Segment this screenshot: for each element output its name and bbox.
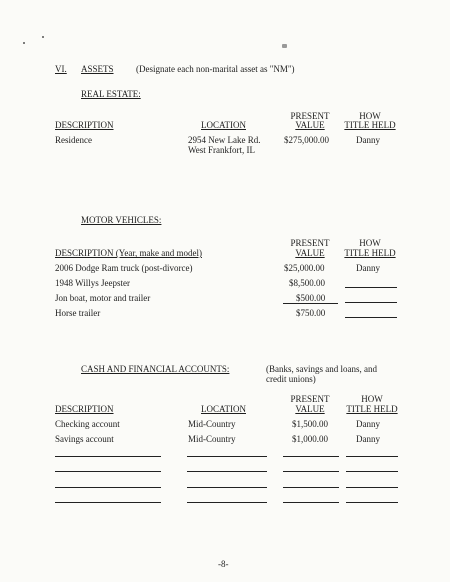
blank-description-line bbox=[55, 487, 161, 488]
cash-accounts-heading: CASH AND FINANCIAL ACCOUNTS: bbox=[81, 364, 230, 374]
vehicle-row-value: $500.00 bbox=[296, 293, 326, 303]
blank-value-line bbox=[283, 471, 339, 472]
real-estate-col-title-held: TITLE HELD bbox=[344, 120, 396, 130]
scan-speck bbox=[282, 44, 287, 48]
blank-title-line bbox=[346, 456, 398, 457]
vehicle-row-description: 2006 Dodge Ram truck (post-divorce) bbox=[55, 263, 193, 273]
cash-row-description: Checking account bbox=[55, 419, 120, 429]
blank-location-line bbox=[187, 456, 267, 457]
cash-col-present: PRESENT bbox=[290, 394, 330, 404]
real-estate-row-location-line1: 2954 New Lake Rd. bbox=[188, 135, 261, 145]
vehicle-row-value: $25,000.00 bbox=[284, 263, 325, 273]
vehicle-row-title-blank bbox=[345, 317, 397, 318]
blank-title-line bbox=[346, 471, 398, 472]
cash-col-title-held: TITLE HELD bbox=[346, 404, 398, 414]
vehicle-row-description: Horse trailer bbox=[55, 308, 101, 318]
motor-vehicles-col-how: HOW bbox=[359, 238, 381, 248]
motor-vehicles-col-present: PRESENT bbox=[290, 238, 330, 248]
blank-description-line bbox=[55, 502, 161, 503]
section-number: VI. bbox=[55, 64, 67, 74]
blank-description-line bbox=[55, 456, 161, 457]
real-estate-heading: REAL ESTATE: bbox=[81, 89, 141, 99]
blank-value-line bbox=[283, 502, 339, 503]
real-estate-col-description: DESCRIPTION bbox=[55, 120, 114, 130]
cash-col-how: HOW bbox=[361, 394, 383, 404]
vehicle-row-title-blank bbox=[345, 287, 397, 288]
blank-value-line bbox=[283, 487, 339, 488]
section-title: ASSETS bbox=[81, 64, 114, 74]
cash-row-location: Mid-Country bbox=[188, 419, 236, 429]
blank-location-line bbox=[187, 502, 267, 503]
blank-value-line bbox=[283, 456, 339, 457]
blank-location-line bbox=[187, 471, 267, 472]
real-estate-row-value: $275,000.00 bbox=[284, 135, 329, 145]
section-note: (Designate each non-marital asset as "NM") bbox=[136, 64, 295, 74]
motor-vehicles-heading: MOTOR VEHICLES: bbox=[81, 215, 162, 225]
real-estate-col-present: PRESENT bbox=[290, 111, 330, 121]
real-estate-row-description: Residence bbox=[55, 135, 92, 145]
cash-row-description: Savings account bbox=[55, 434, 114, 444]
cash-row-value: $1,500.00 bbox=[292, 419, 328, 429]
vehicle-row-value-blank bbox=[283, 303, 338, 304]
real-estate-col-how: HOW bbox=[359, 111, 381, 121]
vehicle-row-title-blank bbox=[345, 302, 397, 303]
cash-row-location: Mid-Country bbox=[188, 434, 236, 444]
vehicle-row-value: $8,500.00 bbox=[289, 278, 325, 288]
cash-col-location: LOCATION bbox=[201, 404, 246, 414]
motor-vehicles-col-value: VALUE bbox=[295, 248, 325, 258]
vehicle-row-title-held: Danny bbox=[356, 263, 380, 273]
cash-row-title-held: Danny bbox=[356, 419, 380, 429]
vehicle-row-description: 1948 Willys Jeepster bbox=[55, 278, 130, 288]
cash-col-value: VALUE bbox=[295, 404, 325, 414]
cash-accounts-note-line2: credit unions) bbox=[266, 374, 316, 384]
real-estate-row-location-line2: West Frankfort, IL bbox=[188, 145, 256, 155]
page-number: -8- bbox=[218, 559, 229, 569]
motor-vehicles-col-title-held: TITLE HELD bbox=[344, 248, 396, 258]
real-estate-col-value: VALUE bbox=[295, 120, 325, 130]
blank-title-line bbox=[346, 487, 398, 488]
motor-vehicles-col-description: DESCRIPTION (Year, make and model) bbox=[55, 248, 202, 258]
real-estate-col-location: LOCATION bbox=[201, 120, 246, 130]
cash-accounts-note-line1: (Banks, savings and loans, and bbox=[266, 364, 377, 374]
cash-col-description: DESCRIPTION bbox=[55, 404, 114, 414]
vehicle-row-value: $750.00 bbox=[296, 308, 326, 318]
blank-description-line bbox=[55, 471, 161, 472]
cash-row-title-held: Danny bbox=[356, 434, 380, 444]
blank-location-line bbox=[187, 487, 267, 488]
blank-title-line bbox=[346, 502, 398, 503]
real-estate-row-title-held: Danny bbox=[356, 135, 380, 145]
vehicle-row-description: Jon boat, motor and trailer bbox=[55, 293, 151, 303]
scan-speck bbox=[42, 36, 44, 38]
scan-speck bbox=[23, 42, 25, 44]
cash-row-value: $1,000.00 bbox=[292, 434, 328, 444]
